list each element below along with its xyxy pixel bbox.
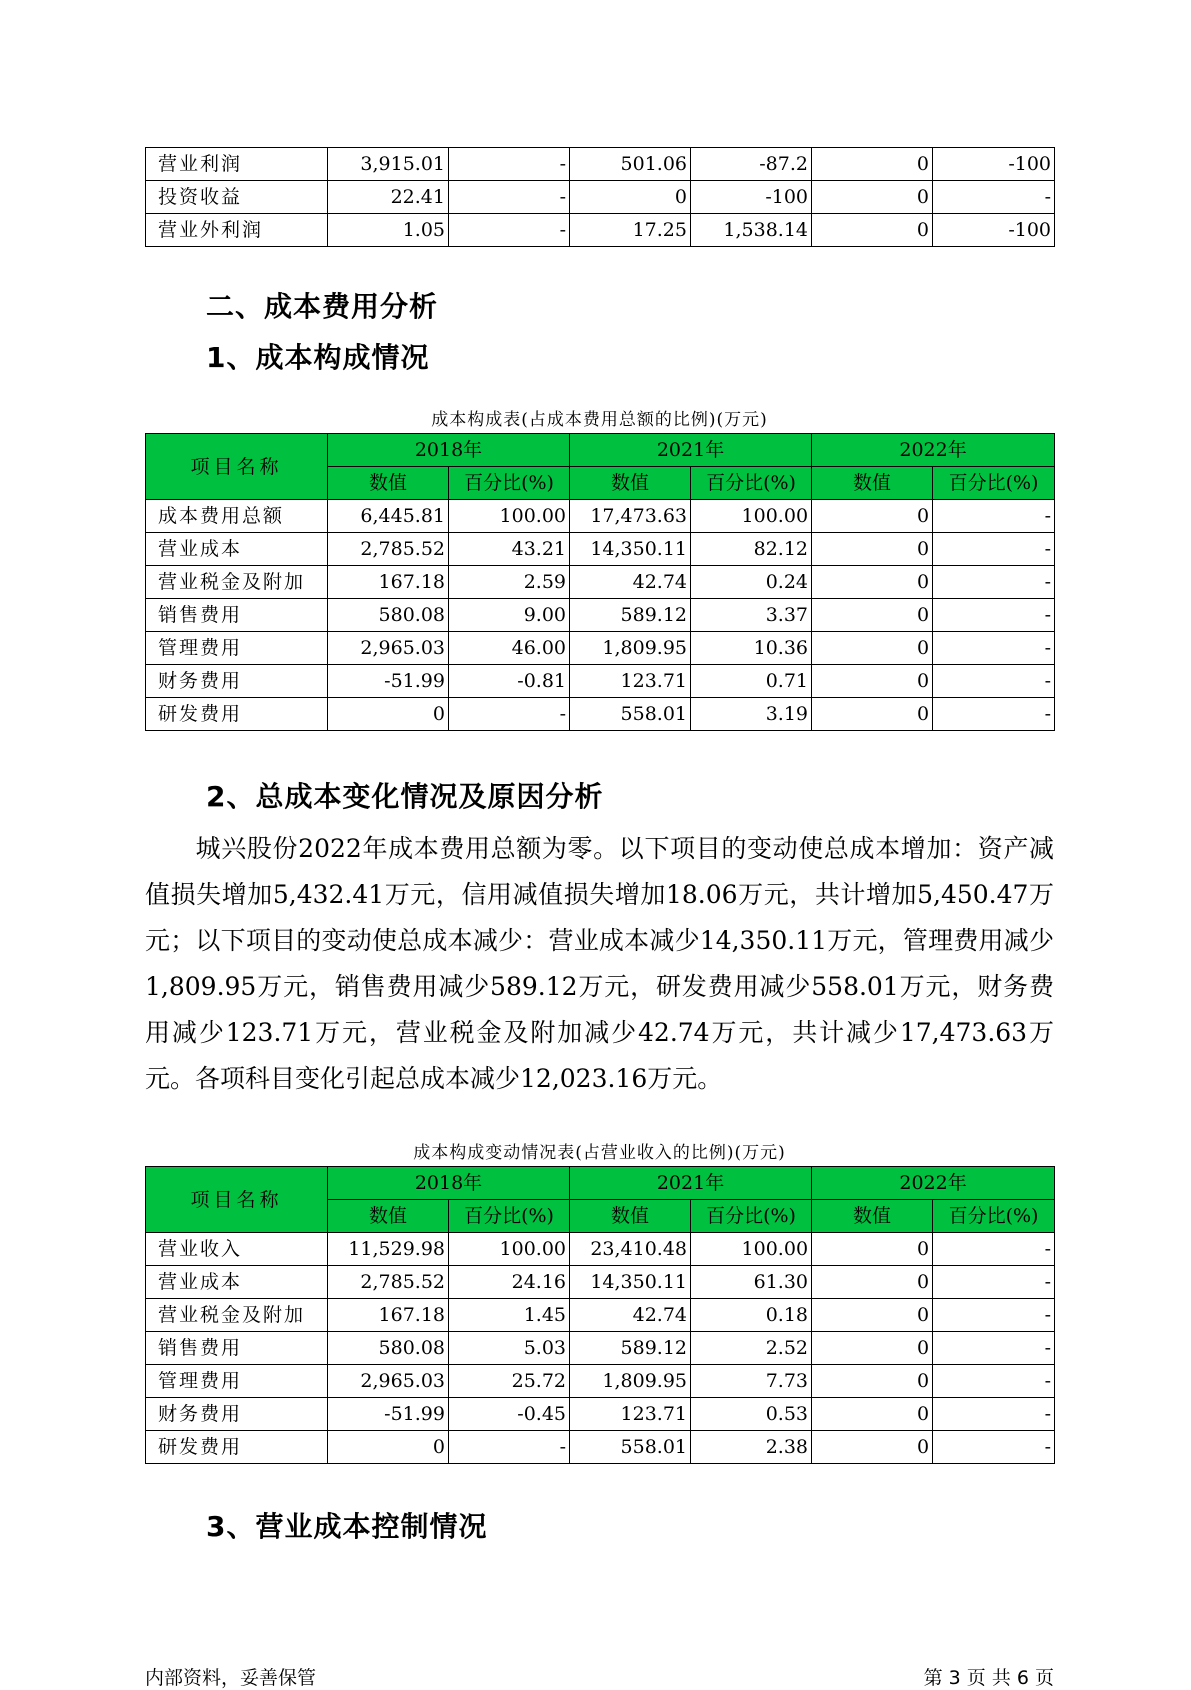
header-year: 2021年 [570, 1167, 812, 1200]
table-cell: 14,350.11 [570, 1266, 691, 1299]
table-cell: - [449, 181, 570, 214]
table-cell: - [449, 698, 570, 731]
table-cell: -100 [691, 181, 812, 214]
table-cell: 22.41 [328, 181, 449, 214]
cost-change-table [145, 1166, 1055, 1464]
row-label: 财务费用 [146, 665, 328, 698]
row-label: 营业收入 [146, 1233, 328, 1266]
table-cell: 1,538.14 [691, 214, 812, 247]
header-percent: 百分比(%) [933, 467, 1055, 500]
table-cell: 14,350.11 [570, 533, 691, 566]
table-cell: 0 [328, 698, 449, 731]
header-year: 2018年 [328, 434, 570, 467]
row-label: 营业税金及附加 [146, 566, 328, 599]
header-percent: 百分比(%) [449, 1200, 570, 1233]
table2-caption: 成本构成变动情况表(占营业收入的比例)(万元) [413, 1143, 786, 1163]
table-cell: 43.21 [449, 533, 570, 566]
table-cell: - [933, 1233, 1055, 1266]
table-row [146, 1431, 1055, 1464]
table-cell: 0 [328, 1431, 449, 1464]
table-cell: 17.25 [570, 214, 691, 247]
table-cell: 11,529.98 [328, 1233, 449, 1266]
profit-table [145, 147, 1055, 247]
table-cell: 0 [812, 1266, 933, 1299]
table-cell: 0.71 [691, 665, 812, 698]
table-cell: 46.00 [449, 632, 570, 665]
table-cell: - [933, 1398, 1055, 1431]
table-row [146, 1332, 1055, 1365]
table-row [146, 181, 1055, 214]
table-cell: 0 [812, 1431, 933, 1464]
table-row [146, 1233, 1055, 1266]
row-label: 管理费用 [146, 632, 328, 665]
header-year: 2022年 [812, 1167, 1055, 1200]
table-row [146, 1398, 1055, 1431]
table-cell: - [933, 599, 1055, 632]
table-cell: - [933, 1266, 1055, 1299]
cost-structure-body [146, 500, 1055, 731]
table-cell: - [933, 632, 1055, 665]
row-label: 研发费用 [146, 1431, 328, 1464]
table-cell: - [449, 214, 570, 247]
table-cell: -87.2 [691, 148, 812, 181]
table-cell: 0.24 [691, 566, 812, 599]
section-title: 二、成本费用分析 [206, 290, 439, 323]
header-year: 2022年 [812, 434, 1055, 467]
table-cell: - [449, 148, 570, 181]
row-label: 管理费用 [146, 1365, 328, 1398]
table-cell: 61.30 [691, 1266, 812, 1299]
table-cell: - [933, 665, 1055, 698]
table-cell: - [933, 566, 1055, 599]
table-cell: 100.00 [449, 1233, 570, 1266]
subsection-title-1: 1、成本构成情况 [206, 341, 430, 374]
table-cell: 2.59 [449, 566, 570, 599]
row-label: 研发费用 [146, 698, 328, 731]
table-cell: 1,809.95 [570, 1365, 691, 1398]
header-percent: 百分比(%) [933, 1200, 1055, 1233]
subsection-title-2: 2、总成本变化情况及原因分析 [206, 780, 604, 813]
header-value: 数值 [570, 1200, 691, 1233]
table-cell: -100 [933, 148, 1055, 181]
table-cell: 3,915.01 [328, 148, 449, 181]
analysis-text: 城兴股份2022年成本费用总额为零。以下项目的变动使总成本增加：资产减值损失增加5,432.41万元，信用减值损失增加18.06万元，共计增加5,450.47万元；以下项目的变动使总成本减少：营业成本减少14,350.11万元，管理费用减少1,809.95万元，销售费用减少589.12万元，研发费用减少558.01万元，财务费用减少123.71万元，营业税金及附加减少42.74万元，共计减少17,473.63万元。各项科目变化引起总成本减少12,023.16万元。 [145, 834, 1054, 1093]
cost-change-body [146, 1233, 1055, 1464]
row-label: 营业外利润 [146, 214, 328, 247]
header-year: 2018年 [328, 1167, 570, 1200]
header-percent: 百分比(%) [691, 1200, 812, 1233]
table-row [146, 1365, 1055, 1398]
table-row [146, 1299, 1055, 1332]
table-row [146, 148, 1055, 181]
table-cell: 100.00 [691, 1233, 812, 1266]
row-label: 营业利润 [146, 148, 328, 181]
table-cell: - [933, 1299, 1055, 1332]
table-cell: 2.38 [691, 1431, 812, 1464]
header-value: 数值 [812, 467, 933, 500]
row-label: 成本费用总额 [146, 500, 328, 533]
table-cell: 0 [812, 1299, 933, 1332]
table-cell: 0 [812, 566, 933, 599]
table-cell: 3.19 [691, 698, 812, 731]
row-label: 营业成本 [146, 533, 328, 566]
table-row [146, 632, 1055, 665]
table-cell: 3.37 [691, 599, 812, 632]
table-cell: 0 [812, 500, 933, 533]
table1-caption: 成本构成表(占成本费用总额的比例)(万元) [431, 410, 768, 430]
table-cell: 23,410.48 [570, 1233, 691, 1266]
table-cell: 10.36 [691, 632, 812, 665]
table-cell: - [933, 1431, 1055, 1464]
header-item-name: 项目名称 [146, 434, 328, 500]
table-header-row [146, 1167, 1055, 1200]
table-cell: 0 [812, 599, 933, 632]
row-label: 投资收益 [146, 181, 328, 214]
table-cell: 25.72 [449, 1365, 570, 1398]
table-cell: 2,965.03 [328, 1365, 449, 1398]
table-cell: 2,785.52 [328, 533, 449, 566]
table-cell: 0 [812, 665, 933, 698]
table-row [146, 665, 1055, 698]
header-year: 2021年 [570, 434, 812, 467]
table-cell: 6,445.81 [328, 500, 449, 533]
table-cell: 24.16 [449, 1266, 570, 1299]
table-cell: - [933, 698, 1055, 731]
table-cell: -51.99 [328, 1398, 449, 1431]
table-cell: 42.74 [570, 566, 691, 599]
table-cell: - [933, 1332, 1055, 1365]
table-cell: 42.74 [570, 1299, 691, 1332]
table-cell: 558.01 [570, 698, 691, 731]
table-cell: -51.99 [328, 665, 449, 698]
table-cell: 0.53 [691, 1398, 812, 1431]
table-cell: 580.08 [328, 599, 449, 632]
table-cell: -100 [933, 214, 1055, 247]
table-cell: -0.81 [449, 665, 570, 698]
table-cell: 0 [812, 632, 933, 665]
header-item-name: 项目名称 [146, 1167, 328, 1233]
row-label: 销售费用 [146, 1332, 328, 1365]
table-cell: 1.45 [449, 1299, 570, 1332]
table-cell: 1.05 [328, 214, 449, 247]
table-cell: 2,965.03 [328, 632, 449, 665]
row-label: 营业税金及附加 [146, 1299, 328, 1332]
table-cell: - [933, 181, 1055, 214]
analysis-paragraph [145, 826, 1054, 1102]
table-cell: 0 [570, 181, 691, 214]
table-cell: 0 [812, 1233, 933, 1266]
table-cell: 580.08 [328, 1332, 449, 1365]
table-cell: 82.12 [691, 533, 812, 566]
header-value: 数值 [328, 1200, 449, 1233]
profit-table-body [146, 148, 1055, 247]
table-cell: 0 [812, 698, 933, 731]
table-row [146, 500, 1055, 533]
table-row [146, 698, 1055, 731]
header-value: 数值 [570, 467, 691, 500]
table-cell: 9.00 [449, 599, 570, 632]
table-cell: 589.12 [570, 599, 691, 632]
table-cell: 501.06 [570, 148, 691, 181]
header-value: 数值 [812, 1200, 933, 1233]
header-percent: 百分比(%) [449, 467, 570, 500]
table-cell: 589.12 [570, 1332, 691, 1365]
table-row [146, 566, 1055, 599]
table-cell: 0.18 [691, 1299, 812, 1332]
table-row [146, 533, 1055, 566]
table-cell: - [933, 500, 1055, 533]
table-cell: 100.00 [449, 500, 570, 533]
table-cell: -0.45 [449, 1398, 570, 1431]
footer-page-number: 第 3 页 共 6 页 [923, 1667, 1054, 1689]
header-value: 数值 [328, 467, 449, 500]
table-cell: 0 [812, 214, 933, 247]
table-cell: 0 [812, 1398, 933, 1431]
table-cell: 100.00 [691, 500, 812, 533]
table-cell: 558.01 [570, 1431, 691, 1464]
table-cell: 1,809.95 [570, 632, 691, 665]
table-cell: 167.18 [328, 566, 449, 599]
subsection-title-3: 3、营业成本控制情况 [206, 1510, 488, 1543]
table-row [146, 1266, 1055, 1299]
table-cell: - [933, 533, 1055, 566]
row-label: 营业成本 [146, 1266, 328, 1299]
table-cell: - [933, 1365, 1055, 1398]
table-cell: 17,473.63 [570, 500, 691, 533]
row-label: 财务费用 [146, 1398, 328, 1431]
table-cell: 0 [812, 1365, 933, 1398]
table-cell: 0 [812, 148, 933, 181]
row-label: 销售费用 [146, 599, 328, 632]
table-header-row [146, 434, 1055, 467]
table-cell: 5.03 [449, 1332, 570, 1365]
table-cell: - [449, 1431, 570, 1464]
table-row [146, 599, 1055, 632]
table-cell: 167.18 [328, 1299, 449, 1332]
table-cell: 7.73 [691, 1365, 812, 1398]
table-cell: 123.71 [570, 1398, 691, 1431]
table-cell: 0 [812, 181, 933, 214]
table-cell: 0 [812, 1332, 933, 1365]
table-cell: 0 [812, 533, 933, 566]
footer-confidential: 内部资料，妥善保管 [145, 1667, 317, 1689]
table-cell: 2,785.52 [328, 1266, 449, 1299]
header-percent: 百分比(%) [691, 467, 812, 500]
cost-structure-table [145, 433, 1055, 731]
table-row [146, 214, 1055, 247]
table-cell: 2.52 [691, 1332, 812, 1365]
table-cell: 123.71 [570, 665, 691, 698]
